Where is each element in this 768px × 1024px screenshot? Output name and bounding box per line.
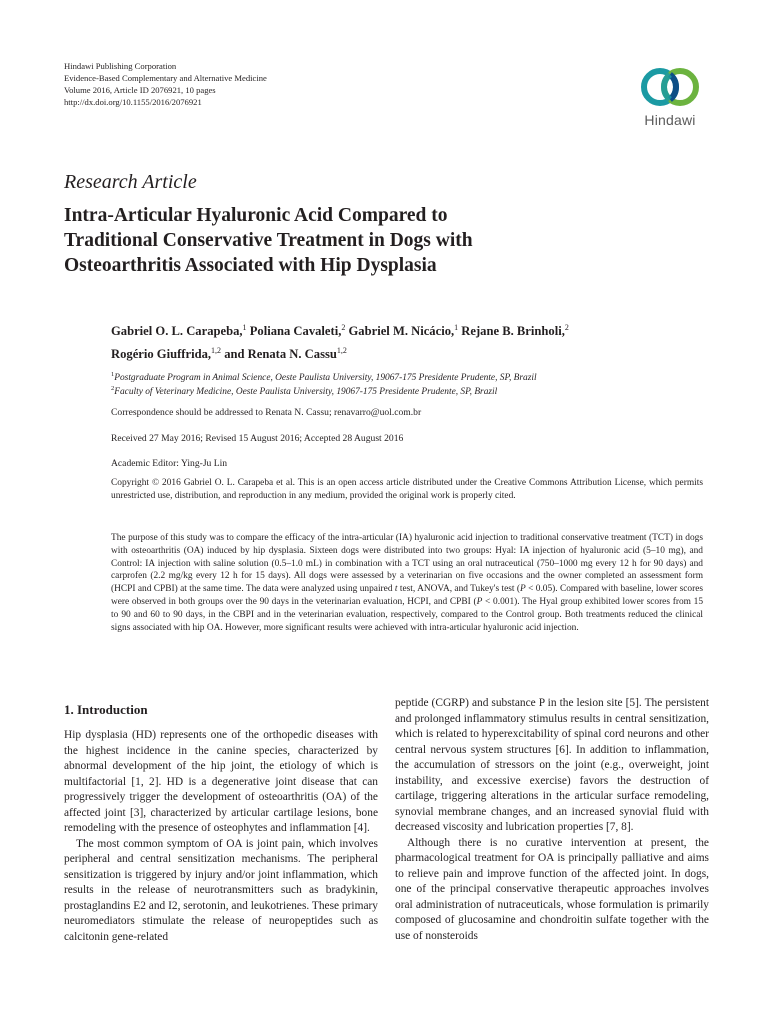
title-line: Osteoarthritis Associated with Hip Dysplasia [64, 255, 437, 276]
author-name: Rejane B. Brinholi, [461, 324, 565, 339]
abstract-text: The purpose of this study was to compare the efficacy of the intra-articular (IA) hyaluronic acid injection to traditional conservative treatment (TCT) in dogs with osteoarthritis (OA) induced by hip dysplasia. Sixteen dogs were distributed into two groups: Hyal: IA injection of hyaluronic acid (5–10 mg), and Control: IA injection with saline solution (0.5–1.0 mL) in combination with a TCT using an oral nutraceutical (750–1000 mg every 12 h for 90 days) and carprofen (2.2 mg/kg every 12 h for 15 days). All dogs were assessed by a veterinarian on five occasions and the owner completed an assessment form (HCPI and CPBI) at the same time. The data were analyzed using unpaired [111, 533, 703, 595]
author-name: Gabriel M. Nicácio, [348, 324, 455, 339]
body-paragraph: peptide (CGRP) and substance P in the lesion site [5]. The persistent and prolonged inflammatory stimulus results in central sensitization, which is related to hyperexcitability of spinal cord neurons and other central nervous system structures [6]. In addition to inflammation, the accumulation of stressors on the joint (e.g., overweight, joint instability, and excessive exercise) favors the destruction of cartilage, triggering alterations in the articular surface remodeling, synovial membrane changes, and an increased synovial fluid with decreased viscosity and lubrication properties [7, 8]. [395, 697, 709, 833]
body-paragraph: Hip dysplasia (HD) represents one of the orthopedic diseases with the highest incidence in the canine species, characterized by abnormal development of the hip joint, the etiology of which is multifactorial [1, 2]. HD is a degenerative joint disease that can progressively trigger the development of osteoarthritis (OA) of the affected joint [3], characterized by articular cartilage lesions, bone remodeling with the presence of osteophytes and inflammation [4]. [64, 729, 378, 834]
article-title [64, 203, 684, 278]
copyright-notice: Copyright © 2016 Gabriel O. L. Carapeba et al. This is an open access article distributed under the Creative Commons Attribution License, which permits unrestricted use, distribution, and reproduction in any medium, provided the original work is properly cited. [111, 478, 703, 501]
column-right [395, 696, 709, 944]
author-affil-sup: 1,2 [336, 346, 347, 356]
author-affil-sup: 1,2 [211, 346, 222, 356]
academic-editor: Academic Editor: Ying-Ju Lin [111, 458, 228, 469]
correspondence: Correspondence should be addressed to Renata N. Cassu; renavarro@uol.com.br [111, 407, 422, 418]
abstract-italic: P [476, 596, 483, 607]
journal-info [64, 60, 267, 108]
volume-line: Volume 2016, Article ID 2076921, 10 pages [64, 85, 216, 95]
abstract [111, 532, 703, 634]
body-paragraph: Although there is no curative intervention at present, the pharmacological treatment for OA is principally palliative and aims to relieve pain and improve function of the affected joint. In dogs, one of the principal conservative therapeutic approaches involves oral administration of nutraceuticals, whose formulation is primarily composed of glucosamine and chondroitin sulfate together with the use of nonsteroids [395, 836, 709, 942]
affil-sup: 2 [111, 385, 115, 392]
abstract-text: test, ANOVA, and Tukey's test ( [397, 584, 520, 595]
author-name: and Renata N. Cassu [224, 347, 337, 362]
abstract-text: < 0.05). Compared with baseline, lower scores were observed in both groups over the 90 days in the veterinarian evaluation, HCPI, and CPBI ( [111, 584, 704, 607]
abstract-text: < 0.001). The Hyal group exhibited lower scores from 15 to 90 and 60 to 90 days, in the CBPI and in the veterinarian evaluation, respectively, compared to the Control group. Both treatments reduced the clinical signs associated with hip OA. However, more significant results were achieved with intra-articular hyaluronic acid injection. [111, 596, 704, 633]
logo-text: Hindawi [644, 112, 696, 128]
author-name: Rogério Giuffrida, [111, 347, 212, 362]
title-line: Traditional Conservative Treatment in Dogs with [64, 230, 473, 251]
author-affil-sup: 1 [454, 323, 459, 332]
author-name: Gabriel O. L. Carapeba, [111, 324, 243, 339]
title-line: Intra-Articular Hyaluronic Acid Compared to [64, 205, 448, 226]
author-affil-sup: 2 [341, 323, 346, 332]
affiliation-2 [111, 382, 711, 399]
hindawi-rings-icon [637, 64, 703, 110]
section-heading: 1. Introduction [64, 702, 148, 717]
abstract-italic: t [394, 584, 398, 595]
doi-link[interactable]: http://dx.doi.org/10.1155/2016/2076921 [64, 97, 202, 107]
body-paragraph: The most common symptom of OA is joint pain, which involves peripheral and central sensitization mechanisms. The peripheral sensitization is triggered by injury and/or joint inflammation, which results in the release of neurotransmitters such as bradykinin, prostaglandins E2 and I2, serotonin, and leukotrienes. These primary neuromediators stimulate the release of neuropeptides such as calcitonin gene-related [64, 837, 378, 943]
article-type: Research Article [64, 171, 197, 193]
affil-text: Postgraduate Program in Animal Science, Oeste Paulista University, 19067-175 Presidente Prudente, SP, Brazil [114, 373, 537, 384]
author-affil-sup: 2 [564, 323, 569, 332]
received-dates: Received 27 May 2016; Revised 15 August 2016; Accepted 28 August 2016 [111, 433, 404, 444]
journal-name: Evidence-Based Complementary and Alternative Medicine [64, 73, 267, 83]
publisher: Hindawi Publishing Corporation [64, 61, 177, 71]
column-left [64, 702, 378, 945]
affil-text: Faculty of Veterinary Medicine, Oeste Paulista University, 19067-175 Presidente Prudente, SP, Brazil [114, 387, 498, 398]
hindawi-logo [632, 64, 708, 136]
abstract-italic: P [520, 584, 526, 595]
affil-sup: 1 [111, 371, 115, 378]
author-list [111, 318, 711, 364]
author-affil-sup: 1 [242, 323, 247, 332]
author-name: Poliana Cavaleti, [249, 324, 342, 339]
